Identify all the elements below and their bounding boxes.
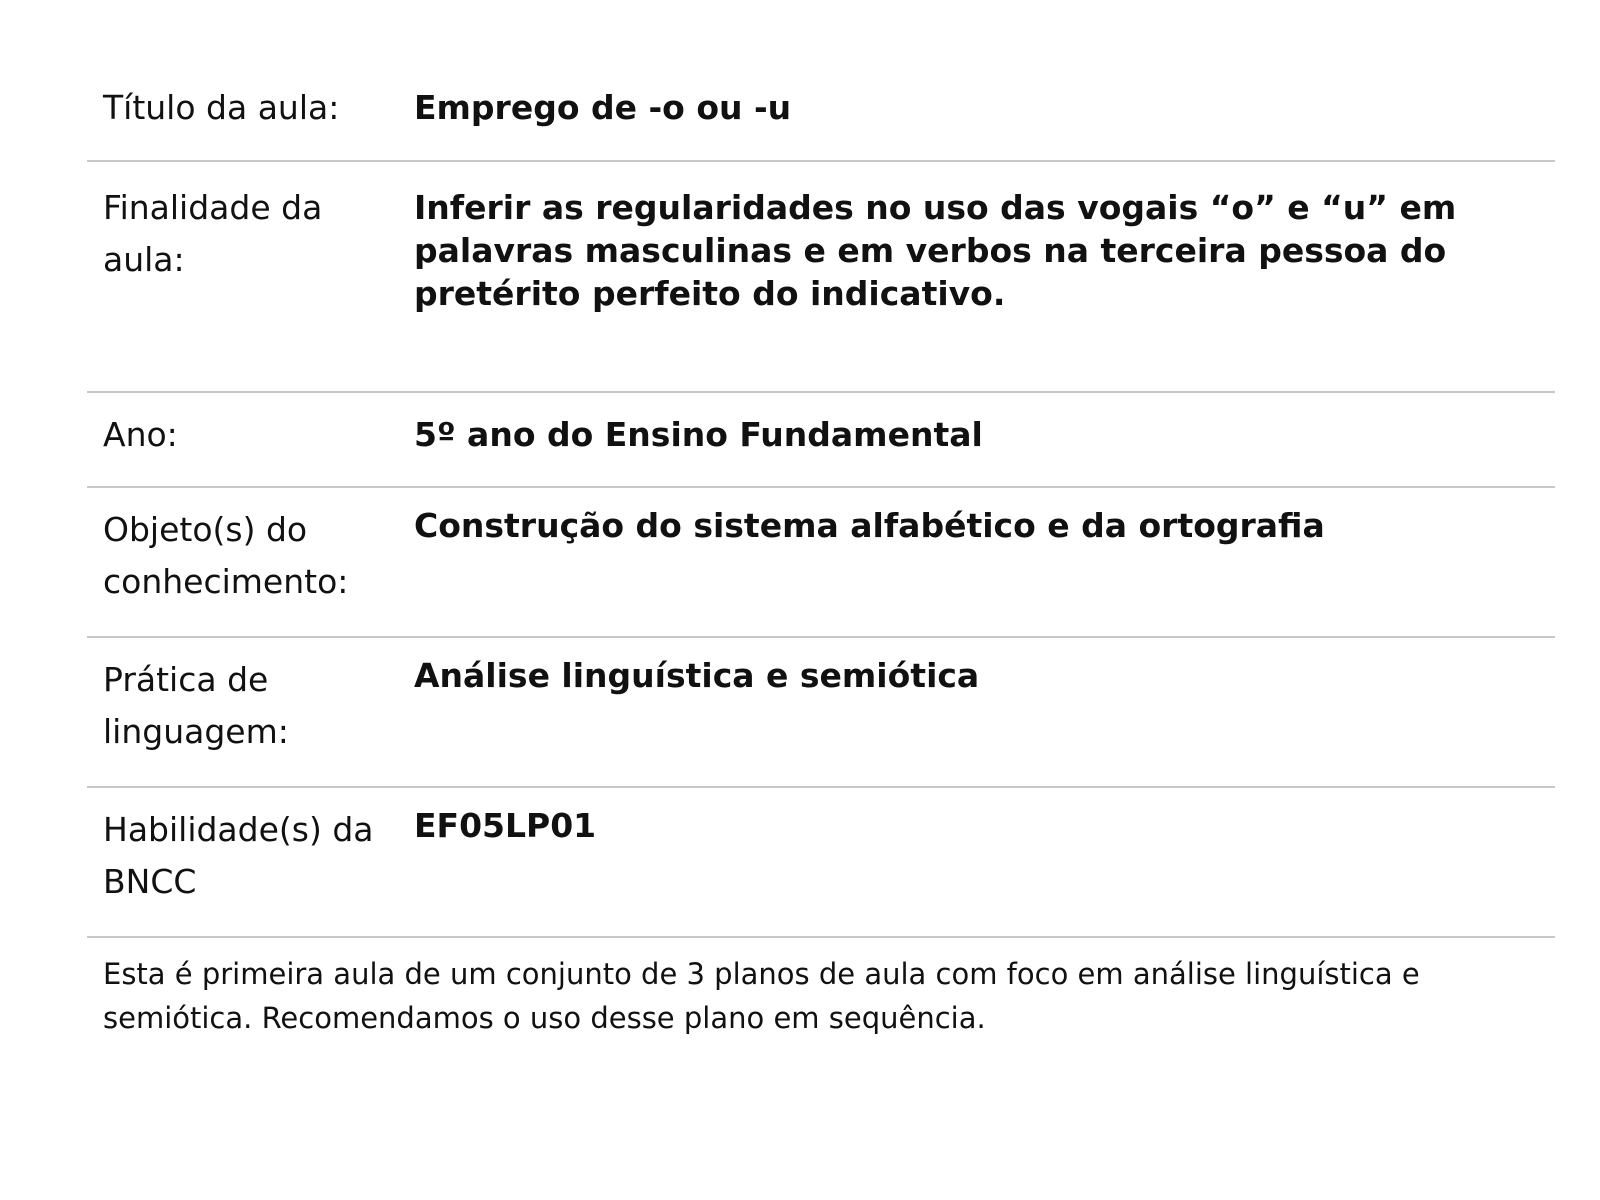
bncc-skills-value: EF05LP01 [414, 806, 597, 845]
language-practice-label: Prática de linguagem: [103, 660, 289, 751]
row-school-year [87, 393, 1555, 488]
knowledge-object-value: Construção do sistema alfabético e da ortografia [414, 506, 1325, 545]
lesson-purpose-value: Inferir as regularidades no uso das vogais “o” e “u” em palavras masculinas e em verbos na terceira pessoa do pretérito perfeito do indicativo. [414, 188, 1457, 313]
row-language-practice [87, 638, 1555, 788]
row-bncc-skills [87, 788, 1555, 938]
sequence-note: Esta é primeira aula de um conjunto de 3 planos de aula com foco em análise linguística e semiótica. Recomendamos o uso desse plano em sequência. [103, 957, 1420, 1035]
lesson-plan-table [87, 52, 1555, 1040]
lesson-title-label: Título da aula: [103, 88, 340, 127]
bncc-skills-label: Habilidade(s) da BNCC [103, 810, 374, 901]
school-year-label: Ano: [103, 415, 178, 454]
knowledge-object-label: Objeto(s) do conhecimento: [103, 510, 349, 601]
language-practice-value: Análise linguística e semiótica [414, 656, 980, 695]
row-lesson-purpose [87, 162, 1555, 393]
row-lesson-title [87, 52, 1555, 162]
school-year-value: 5º ano do Ensino Fundamental [414, 415, 983, 454]
lesson-purpose-label: Finalidade da aula: [103, 188, 323, 279]
lesson-title-value: Emprego de -o ou -u [414, 88, 792, 127]
row-knowledge-object [87, 488, 1555, 638]
